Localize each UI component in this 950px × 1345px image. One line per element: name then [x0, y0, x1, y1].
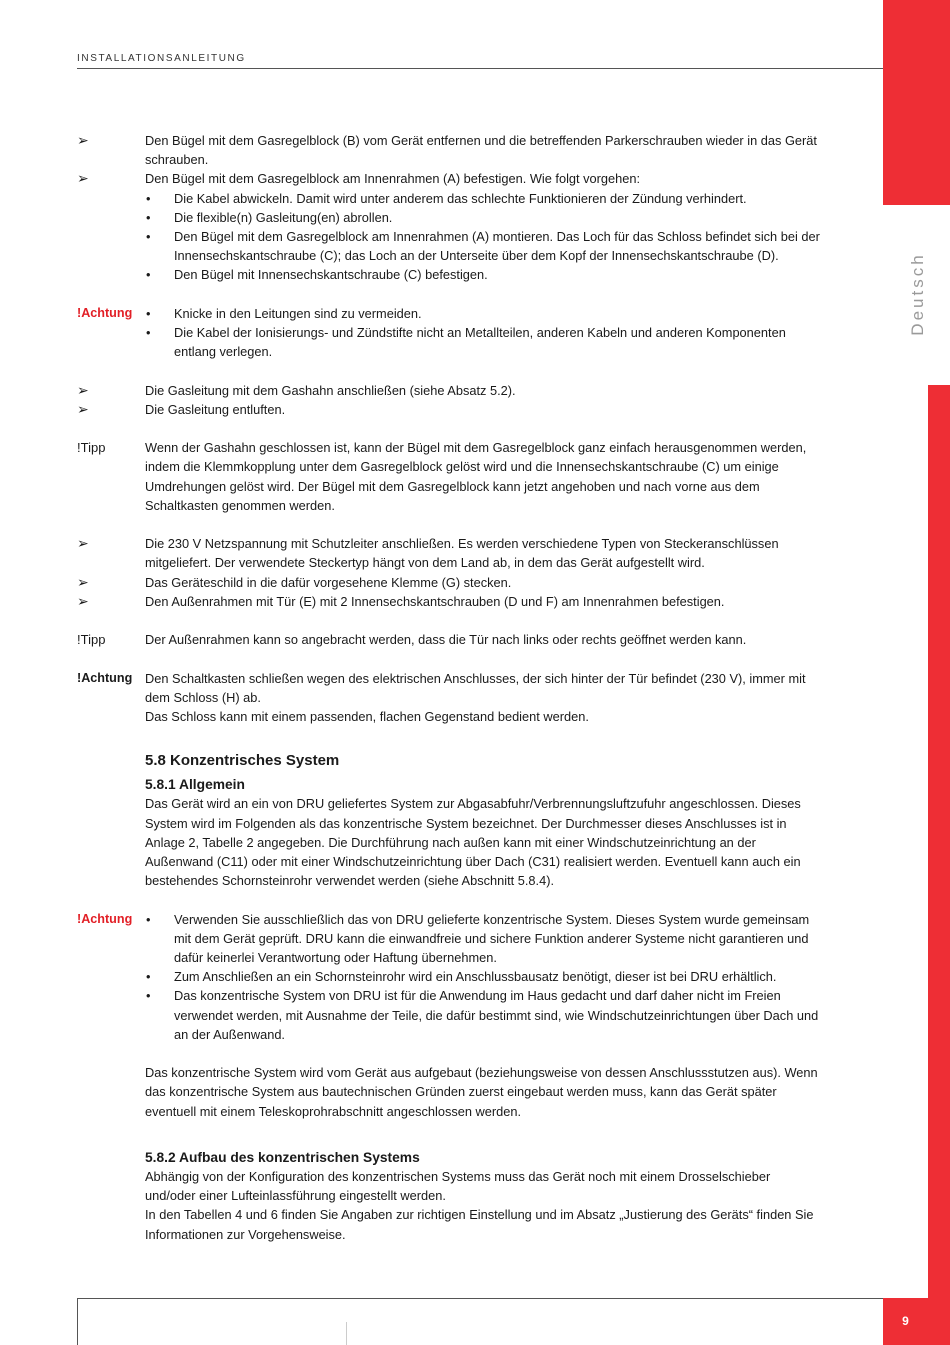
footer-divider-tick — [346, 1322, 347, 1345]
list-item: • Die flexible(n) Gasleitung(en) abrollen. — [145, 208, 822, 227]
bullet-icon: • — [146, 325, 151, 341]
step-item — [77, 400, 822, 419]
step-text: Das Geräteschild in die dafür vorgesehene Klemme (G) stecken. — [145, 574, 512, 590]
warning-block — [77, 304, 822, 362]
list-item: • Knicke in den Leitungen sind zu vermeiden. — [145, 304, 822, 323]
bullet-icon: • — [146, 267, 151, 283]
footer-divider — [77, 1298, 883, 1299]
step-item — [77, 573, 822, 592]
step-block — [145, 169, 822, 284]
list-item: • Den Bügel mit dem Gasregelblock am Innenrahmen (A) montieren. Das Loch für das Schloss befindet sich bei der Innensechskantschraube (C); das Loch an der Unterseite über dem Kopf der Innensechskantschraube (D). — [145, 227, 822, 265]
bullet-icon: • — [146, 209, 151, 225]
footer-divider-tick — [77, 1298, 78, 1345]
step-text: Die 230 V Netzspannung mit Schutzleiter anschließen. Es werden verschiedene Typen von Steckeranschlüssen mitgeliefert. Der verwendete Steckertyp hängt von dem Land ab, in dem das Gerät aufgestellt wird. — [145, 536, 779, 571]
warning-marker: !Achtung — [77, 305, 133, 320]
warning-text: Das Schloss kann mit einem passenden, flachen Gegenstand bedient werden. — [145, 709, 589, 724]
list-item: • Die Kabel abwickeln. Damit wird unter anderem das schlechte Funktionieren der Zündung verhindert. — [145, 189, 822, 208]
warning-marker: !Achtung — [77, 670, 133, 685]
warning-block — [77, 910, 822, 1044]
subsection-heading: 5.8.1 Allgemein — [145, 777, 245, 793]
list-item: • Die Kabel der Ionisierungs- und Zündstifte nicht an Metallteilen, anderen Kabeln und anderen Komponenten entlang verlegen. — [145, 323, 822, 361]
arrow-icon: ➢ — [77, 170, 89, 187]
list-item: • Zum Anschließen an ein Schornsteinrohr wird ein Anschlussbausatz benötigt, dieser ist bei DRU erhältlich. — [145, 967, 822, 986]
step-item — [77, 131, 822, 169]
tip-marker: !Tipp — [77, 440, 106, 456]
list-item: • Den Bügel mit Innensechskantschraube (C) befestigen. — [145, 265, 822, 284]
tip-block — [77, 630, 822, 649]
arrow-icon: ➢ — [77, 535, 89, 552]
paragraph: Abhängig von der Konfiguration des konzentrischen Systems muss das Gerät noch mit einem Drosselschieber und/oder einer Lufteinlassführung eingestellt werden. — [145, 1169, 771, 1204]
step-text: Den Bügel mit dem Gasregelblock (B) vom Gerät entfernen und die betreffenden Parkerschrauben wieder in das Gerät schrauben. — [145, 133, 817, 168]
red-accent-bar-top — [883, 0, 950, 205]
arrow-icon: ➢ — [77, 592, 89, 609]
arrow-icon: ➢ — [77, 132, 89, 148]
bullet-icon: • — [146, 911, 151, 927]
tip-text: Wenn der Gashahn geschlossen ist, kann der Bügel mit dem Gasregelblock ganz einfach herausgenommen werden, indem die Klemmkopplung unter dem Gasregelblock gelöst wird und die Innensechskantschraube (C) um einige Umdrehungen gelöst wird. Der Bügel mit dem Gasregelblock kann jetzt angehoben und nach vorne aus dem Schaltkasten genommen werden. — [145, 440, 807, 513]
header-section-label: INSTALLATIONSANLEITUNG — [77, 53, 246, 64]
section-heading: 5.8 Konzentrisches System — [145, 752, 340, 770]
language-label: Deutsch — [908, 252, 927, 336]
paragraph: Das Gerät wird an ein von DRU geliefertes System zur Abgasabfuhr/Verbrennungsluftzufuhr angeschlossen. Dieses System wird im Folgenden als das konzentrische System bezeichnet. Der Durchmesser dieses Anschlusses ist in Anlage 2, Tabelle 2 angegeben. Die Durchführung nach außen kann mit einer Windschutzeinrichtung an der Außenwand (C11) oder mit einer Windschutzeinrichtung über Dach (C31) realisiert werden. Eventuell kann auch ein bestehendes Schornsteinrohr verwendet werden (siehe Abschnitt 5.8.4). — [145, 796, 801, 889]
step-text: Die Gasleitung mit dem Gashahn anschließen (siehe Absatz 5.2). — [145, 382, 516, 398]
arrow-icon: ➢ — [77, 381, 89, 398]
tip-block — [77, 438, 822, 515]
warning-marker: !Achtung — [77, 911, 133, 926]
tip-marker: !Tipp — [77, 632, 106, 648]
step-item — [77, 534, 822, 572]
list-item: • Das konzentrische System von DRU ist für die Anwendung im Haus gedacht und darf daher nicht im Freien verwendet werden, mit Ausnahme der Teile, die dafür bestimmt sind, wie Windschutzeinrichtungen über Dach und an der Außenwand. — [145, 986, 822, 1044]
bullet-icon: • — [146, 988, 151, 1004]
page-content — [77, 131, 822, 1244]
arrow-icon: ➢ — [77, 400, 89, 417]
warning-block — [77, 669, 822, 727]
header-divider — [77, 68, 883, 69]
bullet-icon: • — [146, 305, 151, 321]
page-number: 9 — [883, 1298, 928, 1345]
paragraph: In den Tabellen 4 und 6 finden Sie Angaben zur richtigen Einstellung und im Absatz „Justierung des Geräts“ finden Sie Informationen zur Vorgehensweise. — [145, 1207, 814, 1242]
red-accent-bar-side — [928, 385, 950, 1345]
paragraph: Das konzentrische System wird vom Gerät aus aufgebaut (beziehungsweise von dessen Anschlussstutzen aus). Wenn das konzentrische System aus bautechnischen Gründen zuerst eingebaut werden muss, kann das Gerät später eventuell mit einem Teleskoprohrabschnitt angeschlossen werden. — [145, 1065, 818, 1119]
warning-text: Den Schaltkasten schließen wegen des elektrischen Anschlusses, der sich hinter der Tür befindet (230 V), immer mit dem Schloss (H) ab. — [145, 670, 806, 705]
step-item — [77, 381, 822, 400]
step-text: Den Bügel mit dem Gasregelblock am Innenrahmen (A) befestigen. Wie folgt vorgehen: — [145, 171, 641, 187]
arrow-icon: ➢ — [77, 573, 89, 590]
step-text: Den Außenrahmen mit Tür (E) mit 2 Innensechskantschrauben (D und F) am Innenrahmen befestigen. — [145, 593, 725, 609]
bullet-icon: • — [146, 969, 151, 985]
bullet-icon: • — [146, 190, 151, 206]
subsection-heading: 5.8.2 Aufbau des konzentrischen Systems — [145, 1150, 420, 1165]
bullet-icon: • — [146, 229, 151, 245]
step-item — [77, 169, 822, 284]
step-item — [77, 592, 822, 611]
step-text: Die Gasleitung entluften. — [145, 401, 286, 417]
list-item: • Verwenden Sie ausschließlich das von DRU gelieferte konzentrische System. Dieses System wurde gemeinsam mit dem Gerät geprüft. DRU kann die einwandfreie und sichere Funktion anderer Systeme nicht garantieren und dafür keinerlei Verantwortung oder Haftung übernehmen. — [145, 910, 822, 968]
tip-text: Der Außenrahmen kann so angebracht werden, dass die Tür nach links oder rechts geöffnet werden kann. — [145, 632, 747, 648]
